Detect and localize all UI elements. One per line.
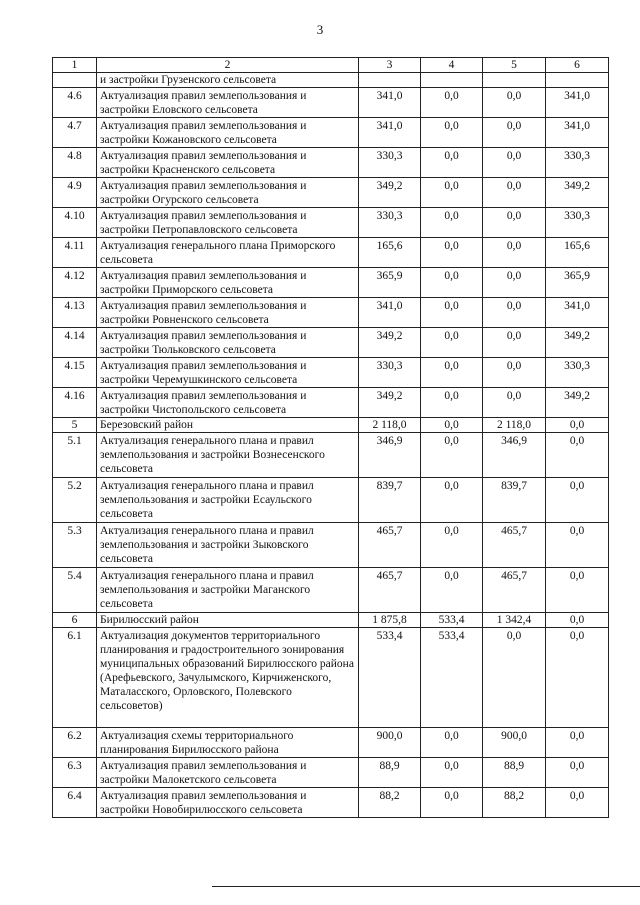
table-row	[53, 358, 609, 388]
row-description-cell: Актуализация правил землепользования и застройки Чистопольского сельсовета	[97, 388, 359, 418]
value-cell-col5	[483, 73, 546, 88]
table-row	[53, 478, 609, 523]
row-number-cell: 4.6	[53, 88, 97, 118]
value-cell-col3: 2 118,0	[359, 418, 421, 433]
value-cell-col4: 0,0	[421, 478, 483, 523]
value-cell-col4: 0,0	[421, 118, 483, 148]
value-cell-col4: 0,0	[421, 418, 483, 433]
value-cell-col5: 88,2	[483, 788, 546, 818]
table-row	[53, 758, 609, 788]
value-cell-col3: 900,0	[359, 728, 421, 758]
row-number-cell	[53, 73, 97, 88]
value-cell-col6: 365,9	[546, 268, 609, 298]
row-description-cell: Актуализация правил землепользования и застройки Красненского сельсовета	[97, 148, 359, 178]
row-description-cell: Актуализация генерального плана и правил землепользования и застройки Зыковского сельсовета	[97, 523, 359, 568]
value-cell-col6: 0,0	[546, 568, 609, 613]
value-cell-col5: 0,0	[483, 178, 546, 208]
value-cell-col3: 349,2	[359, 178, 421, 208]
value-cell-col3: 465,7	[359, 568, 421, 613]
row-number-cell: 5.3	[53, 523, 97, 568]
column-header: 1	[53, 58, 97, 73]
value-cell-col6: 349,2	[546, 328, 609, 358]
value-cell-col3: 365,9	[359, 268, 421, 298]
row-description-cell: Актуализация генерального плана Приморского сельсовета	[97, 238, 359, 268]
value-cell-col5: 900,0	[483, 728, 546, 758]
table-row	[53, 298, 609, 328]
row-number-cell: 5.4	[53, 568, 97, 613]
value-cell-col3: 349,2	[359, 328, 421, 358]
value-cell-col5: 0,0	[483, 148, 546, 178]
value-cell-col4: 0,0	[421, 523, 483, 568]
value-cell-col6	[546, 73, 609, 88]
row-number-cell: 4.10	[53, 208, 97, 238]
value-cell-col5: 1 342,4	[483, 613, 546, 628]
column-header: 3	[359, 58, 421, 73]
value-cell-col6: 341,0	[546, 298, 609, 328]
column-header: 6	[546, 58, 609, 73]
value-cell-col4: 0,0	[421, 758, 483, 788]
value-cell-col3: 839,7	[359, 478, 421, 523]
row-description-cell: Актуализация правил землепользования и застройки Тюльковского сельсовета	[97, 328, 359, 358]
row-number-cell: 4.13	[53, 298, 97, 328]
row-number-cell: 5.1	[53, 433, 97, 478]
table-row	[53, 178, 609, 208]
table-row	[53, 268, 609, 298]
row-description-cell: Актуализация правил землепользования и застройки Новобирилюсского сельсовета	[97, 788, 359, 818]
row-description-cell: Актуализация генерального плана и правил землепользования и застройки Маганского сельсовета	[97, 568, 359, 613]
value-cell-col5: 0,0	[483, 238, 546, 268]
row-number-cell: 5.2	[53, 478, 97, 523]
table-row	[53, 523, 609, 568]
column-header: 4	[421, 58, 483, 73]
value-cell-col3	[359, 73, 421, 88]
table-row	[53, 418, 609, 433]
row-description-cell: и застройки Грузенского сельсовета	[97, 73, 359, 88]
row-description-cell: Актуализация правил землепользования и застройки Петропавловского сельсовета	[97, 208, 359, 238]
value-cell-col5: 0,0	[483, 628, 546, 728]
row-description-cell: Актуализация правил землепользования и застройки Приморского сельсовета	[97, 268, 359, 298]
row-description-cell: Актуализация правил землепользования и застройки Малокетского сельсовета	[97, 758, 359, 788]
value-cell-col4: 0,0	[421, 298, 483, 328]
value-cell-col6: 0,0	[546, 728, 609, 758]
row-number-cell: 6.2	[53, 728, 97, 758]
value-cell-col3: 330,3	[359, 208, 421, 238]
row-description-cell: Актуализация правил землепользования и застройки Кожановского сельсовета	[97, 118, 359, 148]
table-row	[53, 613, 609, 628]
value-cell-col6: 165,6	[546, 238, 609, 268]
value-cell-col3: 465,7	[359, 523, 421, 568]
table-row	[53, 73, 609, 88]
value-cell-col6: 349,2	[546, 388, 609, 418]
row-number-cell: 4.7	[53, 118, 97, 148]
value-cell-col6: 330,3	[546, 358, 609, 388]
value-cell-col5: 0,0	[483, 358, 546, 388]
value-cell-col4: 0,0	[421, 148, 483, 178]
value-cell-col6: 341,0	[546, 88, 609, 118]
value-cell-col5: 346,9	[483, 433, 546, 478]
row-number-cell: 4.12	[53, 268, 97, 298]
value-cell-col6: 0,0	[546, 628, 609, 728]
value-cell-col6: 0,0	[546, 788, 609, 818]
row-description-cell: Актуализация генерального плана и правил землепользования и застройки Есаульского сельсовета	[97, 478, 359, 523]
value-cell-col4: 533,4	[421, 628, 483, 728]
row-description-cell: Актуализация правил землепользования и застройки Ровненского сельсовета	[97, 298, 359, 328]
value-cell-col6: 330,3	[546, 208, 609, 238]
value-cell-col4: 0,0	[421, 88, 483, 118]
value-cell-col6: 330,3	[546, 148, 609, 178]
row-description-cell: Актуализация схемы территориального планирования Бирилюсского района	[97, 728, 359, 758]
table-row	[53, 88, 609, 118]
value-cell-col3: 341,0	[359, 88, 421, 118]
value-cell-col4: 0,0	[421, 208, 483, 238]
row-number-cell: 4.11	[53, 238, 97, 268]
value-cell-col5: 0,0	[483, 328, 546, 358]
value-cell-col5: 0,0	[483, 298, 546, 328]
value-cell-col6: 0,0	[546, 433, 609, 478]
row-description-cell: Березовский район	[97, 418, 359, 433]
row-number-cell: 4.14	[53, 328, 97, 358]
column-header: 2	[97, 58, 359, 73]
table-row	[53, 118, 609, 148]
table-row	[53, 148, 609, 178]
table-row	[53, 788, 609, 818]
value-cell-col6: 0,0	[546, 758, 609, 788]
row-description-cell: Актуализация правил землепользования и застройки Черемушкинского сельсовета	[97, 358, 359, 388]
value-cell-col4: 0,0	[421, 388, 483, 418]
value-cell-col3: 88,2	[359, 788, 421, 818]
value-cell-col4: 0,0	[421, 433, 483, 478]
page-number: 3	[316, 22, 324, 37]
value-cell-col6: 349,2	[546, 178, 609, 208]
value-cell-col5: 465,7	[483, 568, 546, 613]
row-number-cell: 5	[53, 418, 97, 433]
table-header-row	[53, 58, 609, 73]
value-cell-col6: 0,0	[546, 478, 609, 523]
table-row	[53, 238, 609, 268]
row-number-cell: 6.3	[53, 758, 97, 788]
value-cell-col6: 0,0	[546, 613, 609, 628]
value-cell-col3: 533,4	[359, 628, 421, 728]
table-row	[53, 388, 609, 418]
value-cell-col4: 0,0	[421, 268, 483, 298]
table-row	[53, 433, 609, 478]
value-cell-col4: 0,0	[421, 358, 483, 388]
table-row	[53, 568, 609, 613]
value-cell-col5: 0,0	[483, 388, 546, 418]
table-row	[53, 628, 609, 728]
footer-divider	[212, 886, 640, 887]
value-cell-col6: 0,0	[546, 523, 609, 568]
row-number-cell: 4.8	[53, 148, 97, 178]
row-description-cell: Актуализация документов территориального планирования и градостроительного зонирования муниципальных образований Бирилюсского района (Арефьевского, Зачулымского, Кирчиженского, Маталасского, Орловского, Полевского сельсоветов)	[97, 628, 359, 728]
value-cell-col3: 165,6	[359, 238, 421, 268]
value-cell-col3: 346,9	[359, 433, 421, 478]
value-cell-col4: 0,0	[421, 788, 483, 818]
row-description-cell: Актуализация генерального плана и правил землепользования и застройки Вознесенского сельсовета	[97, 433, 359, 478]
value-cell-col4: 0,0	[421, 328, 483, 358]
value-cell-col6: 341,0	[546, 118, 609, 148]
value-cell-col5: 0,0	[483, 208, 546, 238]
value-cell-col5: 839,7	[483, 478, 546, 523]
table-row	[53, 728, 609, 758]
value-cell-col3: 330,3	[359, 358, 421, 388]
value-cell-col3: 88,9	[359, 758, 421, 788]
value-cell-col5: 0,0	[483, 118, 546, 148]
row-number-cell: 4.15	[53, 358, 97, 388]
value-cell-col3: 341,0	[359, 118, 421, 148]
value-cell-col3: 341,0	[359, 298, 421, 328]
row-number-cell: 4.16	[53, 388, 97, 418]
value-cell-col5: 88,9	[483, 758, 546, 788]
value-cell-col3: 330,3	[359, 148, 421, 178]
value-cell-col4	[421, 73, 483, 88]
row-number-cell: 6.1	[53, 628, 97, 728]
value-cell-col5: 0,0	[483, 88, 546, 118]
table-row	[53, 208, 609, 238]
table-row	[53, 328, 609, 358]
row-description-cell: Актуализация правил землепользования и застройки Еловского сельсовета	[97, 88, 359, 118]
value-cell-col5: 2 118,0	[483, 418, 546, 433]
value-cell-col5: 465,7	[483, 523, 546, 568]
row-description-cell: Актуализация правил землепользования и застройки Огурского сельсовета	[97, 178, 359, 208]
value-cell-col4: 0,0	[421, 178, 483, 208]
value-cell-col4: 533,4	[421, 613, 483, 628]
value-cell-col4: 0,0	[421, 728, 483, 758]
value-cell-col5: 0,0	[483, 268, 546, 298]
budget-table	[52, 57, 609, 818]
value-cell-col4: 0,0	[421, 568, 483, 613]
value-cell-col3: 349,2	[359, 388, 421, 418]
value-cell-col4: 0,0	[421, 238, 483, 268]
row-number-cell: 6	[53, 613, 97, 628]
row-number-cell: 6.4	[53, 788, 97, 818]
row-description-cell: Бирилюсский район	[97, 613, 359, 628]
row-number-cell: 4.9	[53, 178, 97, 208]
column-header: 5	[483, 58, 546, 73]
value-cell-col6: 0,0	[546, 418, 609, 433]
value-cell-col3: 1 875,8	[359, 613, 421, 628]
